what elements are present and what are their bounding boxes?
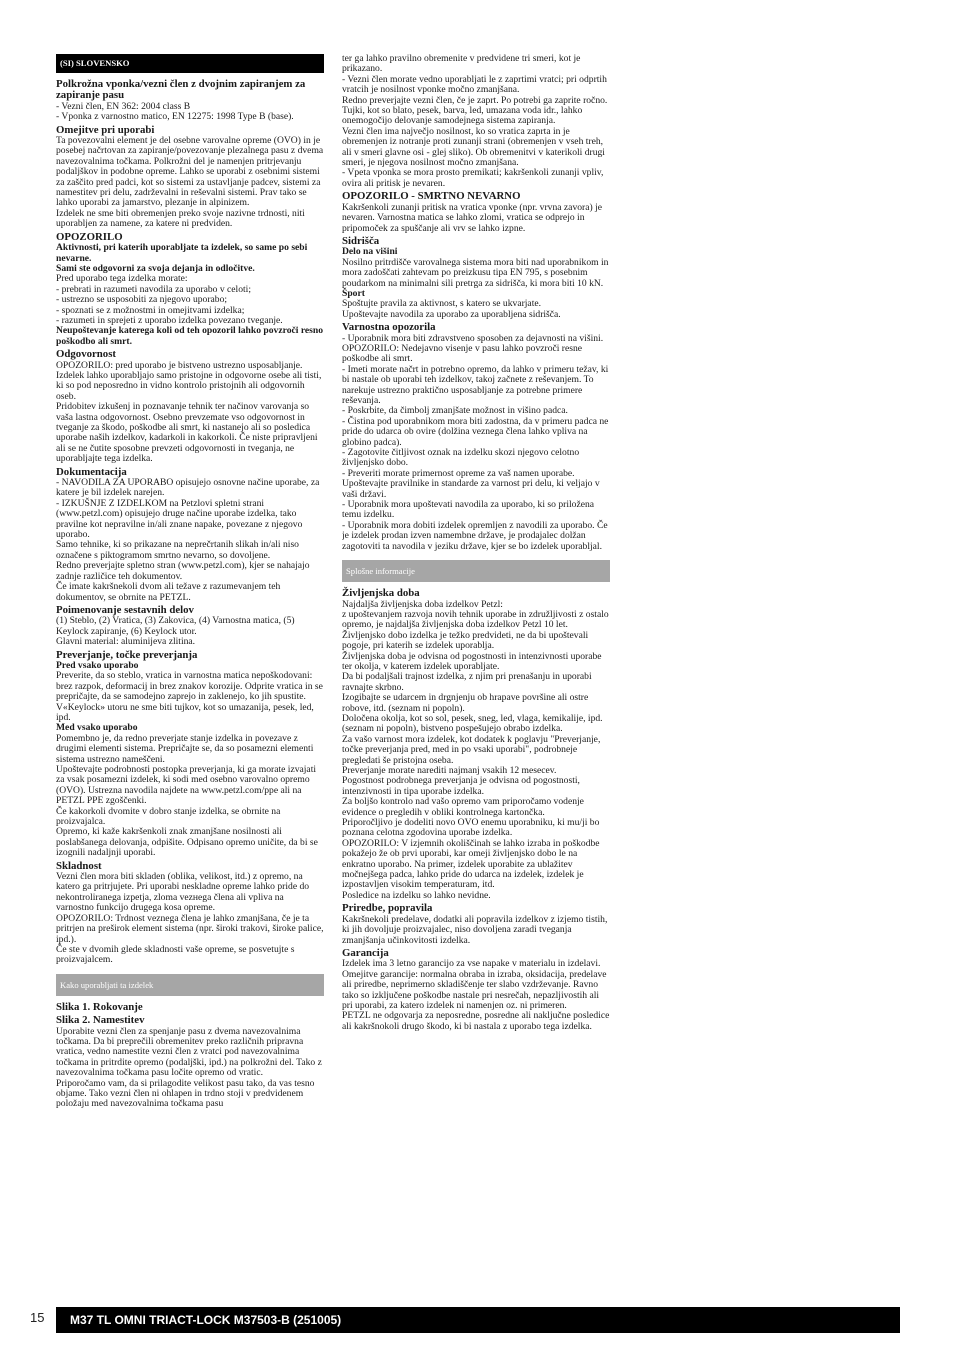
section-bar: Kako uporabljati ta izdelek — [56, 974, 324, 996]
paragraph: Preverite, da so steblo, vratica in varnostna matica nepoškodovani: brez razpok, deformacij in brez znakov korozije. Odprite vratica in se prepričajte, da se samodejno zaprejo in zakleneјo, ko jih spustite. V«Keylock» utoru ne sme biti tujkov, kot so umazanija, pesek, led, ipd. — [56, 670, 323, 723]
paragraph: Ta povezovalni element je del osebne varovalne opreme (OVO) in je posebej načrtovan za zapiranje/povezovanje plezalnega pasu z dvema navezovalnima točkama. Polkrožni del je namenjen pritrjevanju podaljškov in podobne opreme. Lahko se uporabi z osebnimi sistemi za zaščito pred padci, kot so sistemi za ustavljanje padcev, sistemi za namestitev pri delu, zadrževalni in reševalni sistemi. Prav tako se lahko uporabi za jamarstvo, plezanje in alpinizem. Izdelek ne sme biti obremenjen preko svoje nazivne trdnosti, niti uporabljen za namene, za katere ni predviden. — [56, 135, 324, 230]
paragraph: - Vezni člen, EN 362: 2004 class B - Vponka z varnostno matico, EN 12275: 1998 Type B (base). — [56, 100, 294, 123]
paragraph: Pred uporabo tega izdelka morate: - prebrati in razumeti navodila za uporabo v celoti; - ustrezno se usposobiti za njegovo uporabo; - spoznati se z možnostmi in omejitvami izdelka; - razumeti in sprejeti z uporabo izdelka povezano tveganje. — [56, 273, 283, 326]
footer-bar — [56, 1307, 900, 1333]
section-heading: Slika 1. Rokovanje — [56, 1000, 143, 1013]
section-heading: Omejitve pri uporabi — [56, 123, 155, 136]
paragraph: Vezni člen mora biti skladen (oblika, velikost, itd.) z opremo, na katero ga pritrjujete. Pri uporabi neskladne opreme lahko pride do nekontroliranega izpetja, zloma vezнega člena ali vpliva na varnostno funkcijo drugega kosa opreme. OPOZORILO: Trdnost veznega člena je lahko zmanjšana, če je ta pritrjen na preširok element sistema (npr. široki trakovi, široke palice, ipd.). Če ste v dvomih glede skladnosti vaše opreme, se posvetujte s proizvajalcem. — [56, 871, 324, 966]
section-heading: Skladnost — [56, 859, 102, 872]
section-heading: Slika 2. Namestitev — [56, 1014, 145, 1027]
paragraph: Pomembno je, da redno preverjate stanje izdelka in povezave z drugimi elementi sistema. Prepričajte se, da so posamezni elementi sistema ustrezno nameščeni. Upoštevajte podrobnosti postopka preverjanja, ki ga morate izvajati za vsak posamezni izdelek, ki sodi med osebno varovalno opremo (OVO). Ustrezna navodila najdete na www.petzl.com/ppe ali na PETZL PPE zgoščenki. Če kakorkoli dvomite v dobro stanje izdelka, se obrnite na proizvajalca. Opremo, ki kaže kakršenkoli znak zmanjšane nosilnosti ali poslabšanega delovanja, odpišite. Odpisano opremo uničite, da bi se izognili nadaljnji uporabi. — [56, 732, 318, 859]
section-heading: Priredbe, popravila — [342, 902, 433, 915]
section-heading: Dokumentacija — [56, 465, 127, 478]
paragraph: OPOZORILO: pred uporabo je bistveno ustrezno usposabljanje. Izdelek lahko uporabljajo samo pristojne in odgovorne osebe ali tisti, ki so pod neposredno in vidno kontrolo pristojnih ali odgovornih oseb. Pridobitev izkušenj in poznavanje tehnik ter načinov varovanja so vaša lastna odgovornost. Osebno prevzemate vso odgovornost in tveganje za škodo, poškodbe ali smrt, ki nastanejo ali so posledica uporabe naših izdelkov, kadarkoli in kakorkoli. Če niste pripravljeni ali se ne čutite sposobne prevzeti odgovornosti in tveganja, ne uporabljajte tega izdelka. — [56, 359, 322, 465]
paragraph: Najdaljša življenjska doba izdelkov Petzl: z upoštevanjem razvoja novih tehnik uporabe in združljivosti z ostalo opremo, je najdaljša življenjska doba izdelkov Petzl 10 let. Življenjsko dobo izdelka je težko predvideti, ne da bi upoštevali pogoje, pri katerih se izdelek uporablja. Življenjska doba je odvisna od pogostnosti in intenzivnosti uporabe ter okolja, v katerem izdelek uporabljate. Da bi podaljšali trajnost izdelka, z njim pri prenašanju in uporabi ravnajte skrbno. Izogibajte se udarcem in drgnjenju ob hrapave površine ali ostre robove, itd. (seznam ni popoln). Določena okolja, kot so sol, pesek, sneg, led, vlaga, kemikalije, ipd. (seznam ni popoln), bistveno pospešujejo obrabo izdelka. Za vašo varnost mora izdelek, kot dodatek k poglavju "Preverjanje, točke preverjanja pred, med in po vsaki uporabi", podrobneje pregledati še pristojna oseba. Preverjanje morate narediti najmanj vsakih 12 mesecev. Pogostnost podrobnega preverjanja je odvisna od pogostnosti, intenzivnosti in tipa uporabe izdelka. Za boljšo kontrolo nad vašo opremo vam priporočamo vodenje evidence o pregledih v obliki kontrolnega kartončka. Priporočljivo je dodeliti novo OVO enemu uporabniku, ki mu/ji bo poznana celotna zgodovina uporabe izdelka. OPOZORILO: V izjemnih okoliščinah se lahko izraba in poškodbe pokažejo že ob prvi uporabi, kar omeji življenjsko dobo le na enkratno uporabo. Na primer, izdelek uporabite za ublažitev močnejšega padca, lahko pride do udarca na izdelek, izdelek je izpostavljen visokim temperaturam, itd. Posledice na izdelku so lahko nevidne. — [342, 598, 609, 901]
paragraph: Spoštujte pravila za aktivnost, s katero se ukvarjate. Upoštevajte navodila za uporabo za uporabljena sidrišča. — [342, 298, 561, 320]
section-heading: Polkrožna vponka/vezni člen z dvojnim zapiranjem za zapiranje pasu — [56, 78, 306, 102]
paragraph: (1) Steblo, (2) Vratica, (3) Zakovica, (4) Varnostna matica, (5) Keylock zapiranje, (6) Keylock utor. Glavni material: aluminijeva zlitina. — [56, 615, 295, 648]
paragraph: Uporabite vezni člen za spenjanje pasu z dvema navezovalnima točkama. Da bi preprečili obremenitev preko različnih pripravna vratica, vedno namestite vezni člen z vratci pod navezovalnima točkama in pritrdite opremo (podaljški, ipd.) na polkrožni del. Tako z navezovalnima točkama pasu ločite opremo od vratic. Priporočamo vam, da si prilagodite velikost pasu tako, da vas tesno objame. Tako vezni člen ni ohlapen in trdno stoji v predvidenem položaju med navezovalnima točkama pasu — [56, 1025, 322, 1110]
page-number: 15 — [30, 1310, 45, 1325]
language-header: (SI) SLOVENSKO — [56, 54, 324, 73]
section-heading: Odgovornost — [56, 348, 116, 361]
paragraph: Kakršenkoli zunanji pritisk na vratica vponke (npr. vrvna zavora) je nevaren. Varnostna matica se lahko zlomi, vratica se odprejo in pripomoček za spuščanje ali vrv se lahko izpne. — [342, 201, 603, 234]
subheading: Pred vsako uporabo — [56, 659, 139, 671]
section-heading: OPOZORILO - SMRTNO NEVARNO — [342, 190, 521, 203]
paragraph: ter ga lahko pravilno obremenite v predvidene tri smeri, kot je prikazano. - Vezni člen morate vedno uporabljati le z zaprtimi vratci; pri odprtih vratcih je nosilnost vponke močno zmanjšana. Redno preverjajte vezni člen, če je zaprt. Po potrebi ga zaprite ročno. Tujki, kot so blato, pesek, barva, led, umazana voda idr., lahko onemogočijo delovanje samodejnega sistema zapiranja. Vezni člen ima največjo nosilnost, ko so vratica zaprta in je obremenjen iz notranje proti zunanji strani (obremenjen v vseh treh, ali v smeri glavne osi - glej sliko). Ob obremenitvi v katerikoli drugi smeri, je njegova nosilnost močno zmanjšana. - Vpeta vponka se mora prosto premikati; kakršenkoli zunanji vpliv, ovira ali pritisk je nevaren. — [342, 54, 608, 189]
paragraph: - NAVODILA ZA UPORABO opisujejo osnovne načine uporabe, za katere je bil izdelek narejen. - IZKUŠNJE Z IZDELKOM na Petzlovi spletni strani (www.petzl.com) opisujejo druge načine uporabe izdelka, tako pravilne kot nepravilne in/ali znane napake, povezane z njegovo uporabo. Samo tehnike, ki so prikazane na neprečrtanih slikah in/ali niso označene s piktogramom smrtno nevarno, so dovoljene. Redno preverjajte spletno stran (www.petzl.com), kjer se nahajajo zadnje različice teh dokumentov. Če imate kakršnekoli dvom ali težave z razumevanjem teh dokumentov, se obrnite na PETZL. — [56, 477, 320, 603]
section-heading: Varnostna opozorila — [342, 321, 436, 334]
footer-title: M37 TL OMNI TRIACT-LOCK M37503-B (251005) — [70, 1313, 342, 1327]
section-heading: Garancija — [342, 946, 389, 959]
section-heading: Poimenovanje sestavnih delov — [56, 603, 194, 616]
left-column — [56, 54, 324, 1294]
section-heading: Preverjanje, točke preverjanja — [56, 648, 198, 661]
paragraph: Izdelek ima 3 letno garancijo za vse napake v materialu in izdelavi. Omejitve garancije: normalna obraba in izraba, oksidacija, predelave ali priredbe, neprimerno skladiščenje ter slabo vzdrževanje. Ravno tako so izključene poškodbe nastale pri nesrečah, nepazljivostih ali pri uporabi, za katero izdelek ni namenjen oz. ni primeren. PETZL ne odgovarja za neposredne, posredne ali naključne posledice ali kakršnokoli drugo škodo, ki bi nastala z uporabo tega izdelka. — [342, 958, 610, 1032]
bold-paragraph: Aktivnosti, pri katerih uporabljate ta izdelek, so same po sebi nevarne. Sami ste odgovorni za svoja dejanja in odločitve. — [56, 242, 308, 274]
section-heading: Sidrišča — [342, 234, 380, 247]
bold-paragraph: Neupoštevanje katerega koli od teh opozoril lahko povzroči resno poškodbo ali smrt. — [56, 325, 324, 347]
paragraph: Nosilno pritrdišče varovalnega sistema mora biti nad uporabnikom in mora zadoščati zahtevam po preizkusu tipa EN 795, s posebnim poudarkom na minimalni sili pretrga za sidrišča, ki mora biti 10 kN. — [342, 256, 609, 289]
section-bar: Splošne informacije — [342, 560, 610, 582]
section-heading: Življenjska doba — [342, 587, 420, 600]
section-heading: OPOZORILO — [56, 230, 123, 243]
paragraph: Kakršnekoli predelave, dodatki ali popravila izdelkov z izjemo tistih, ki jih dovoljuje proizvajalec, niso dovoljena zaradi tveganja zmanjšanja učinkovitosti izdelka. — [342, 913, 608, 946]
subheading: Delo na višini — [342, 246, 398, 258]
subheading: Med vsako uporabo — [56, 722, 138, 734]
right-column — [342, 54, 610, 1294]
subheading: Šport — [342, 287, 365, 299]
paragraph: - Uporabnik mora biti zdravstveno sposoben za dejavnosti na višini. OPOZORILO: Nedejavno visenje v pasu lahko povzroči resne poškodbe ali smrt. - Imeti morate načrt in potrebno opremo, da lahko v primeru težav, ki bi nastale ob uporabi teh izdelkov, takoj začnete z reševanjem. To narekuje ustrezno praktično usposabljanje za potrebne primere reševanja. - Poskrbite, da čimbolj zmanjšate možnost in višino padca. - Čistina pod uporabnikom mora biti zadostna, da v primeru padca ne pride do udarca ob ovire (dolžina veznega člena lahko vpliva na globino padca). - Zagotovite čitljivost oznak na izdelku skozi njegovo celotno življenjsko dobo. - Preveriti morate primernost opreme za vaš namen uporabe. Upoštevajte pravilnike in standarde za varnost pri delu, ki veljajo v vaši državi. - Uporabnik mora upoštevati navodila za uporabo, ki so priložena temu izdelku. - Uporabnik mora dobiti izdelek opremljen z navodili za uporabo. Če je izdelek prodan izven namembne države, je prodajalec dolžan zagotoviti ta navodila v jeziku države, kjer se bo izdelek uporabljal. — [342, 332, 609, 552]
